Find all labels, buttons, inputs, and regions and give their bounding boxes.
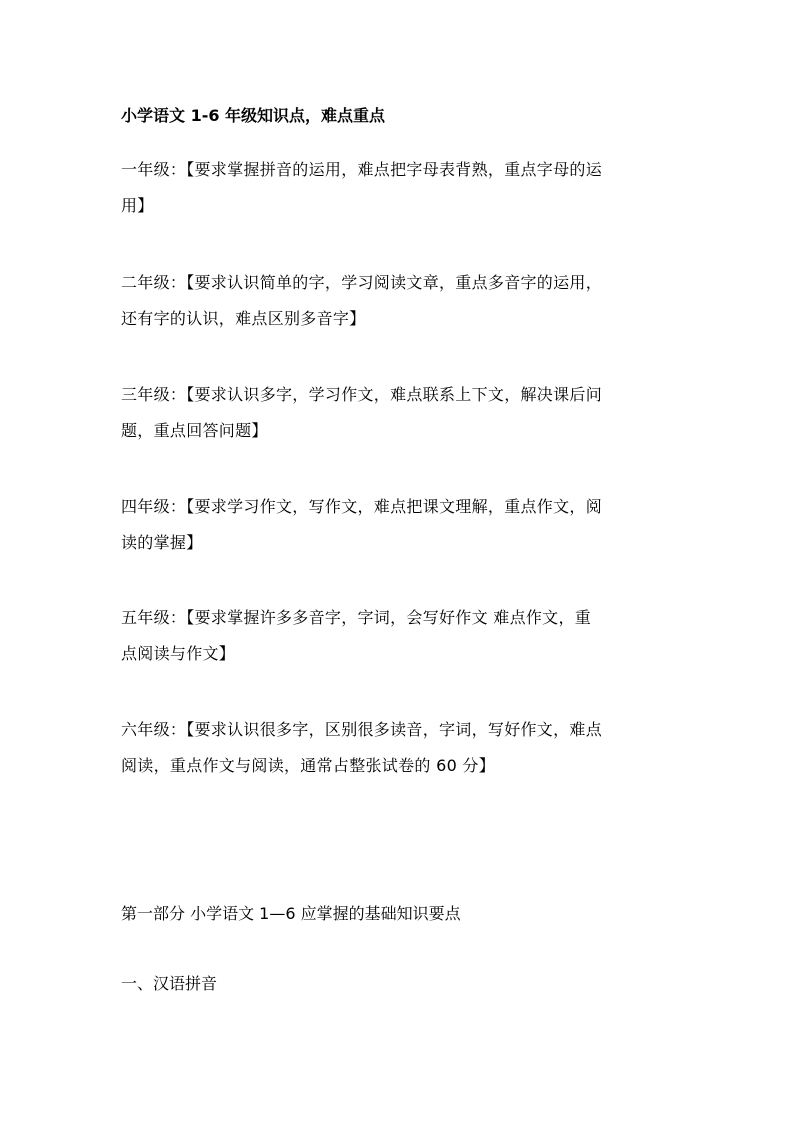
paragraph-line: 六年级：【要求认识很多字，区别很多读音，字词，写好作文，难点 (121, 720, 603, 739)
grade-1-paragraph (121, 152, 681, 224)
grade-3-paragraph (121, 377, 681, 449)
grade-5-paragraph (121, 600, 681, 672)
grade-2-paragraph (121, 265, 681, 337)
paragraph-line: 五年级：【要求掌握许多多音字，字词，会写好作文 难点作文，重 (121, 608, 592, 627)
paragraph-line: 用】 (121, 196, 154, 215)
paragraph-line: 阅读，重点作文与阅读，通常占整张试卷的 60 分】 (121, 756, 496, 775)
paragraph-line: 题，重点回答问题】 (121, 421, 268, 440)
grade-6-paragraph (121, 712, 681, 784)
grade-4-paragraph (121, 489, 681, 561)
paragraph-line: 四年级：【要求学习作文，写作文，难点把课文理解，重点作文，阅 (121, 497, 603, 516)
part-heading: 第一部分 小学语文 1—6 应掌握的基础知识要点 (121, 904, 461, 923)
paragraph-line: 一年级：【要求掌握拼音的运用，难点把字母表背熟，重点字母的运 (121, 160, 603, 179)
section-heading: 一、汉语拼音 (121, 974, 218, 993)
paragraph-line: 读的掌握】 (121, 533, 203, 552)
paragraph-line: 三年级：【要求认识多字，学习作文，难点联系上下文，解决课后问 (121, 385, 603, 404)
paragraph-line: 二年级：【要求认识简单的字，学习阅读文章，重点多音字的运用， (121, 273, 603, 292)
paragraph-line: 还有字的认识，难点区别多音字】 (121, 309, 366, 328)
document-title: 小学语文 1-6 年级知识点，难点重点 (121, 106, 386, 125)
paragraph-line: 点阅读与作文】 (121, 644, 236, 663)
